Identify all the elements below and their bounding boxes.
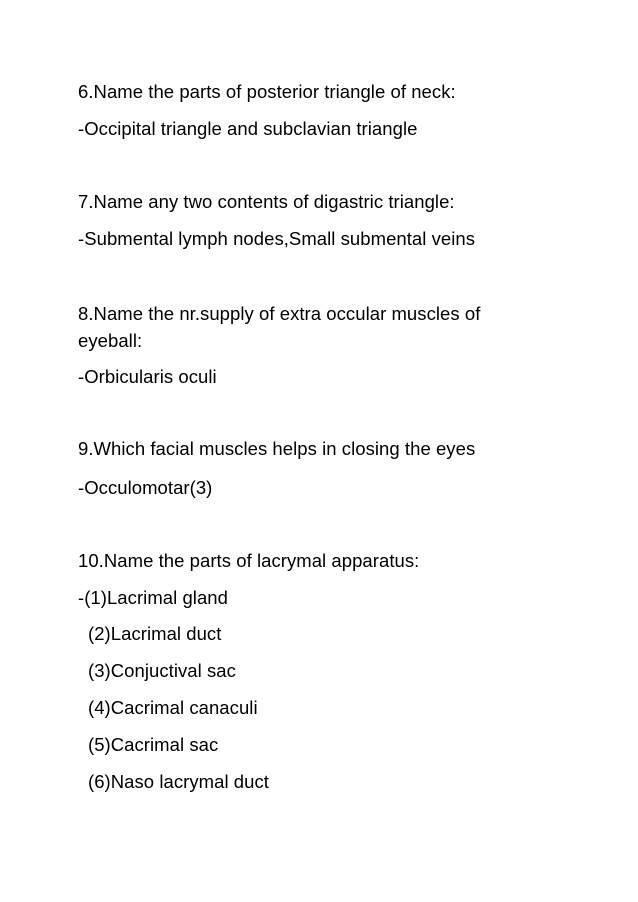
answer-8: -Orbicularis oculi	[78, 366, 217, 387]
question-9: 9.Which facial muscles helps in closing the eyes	[78, 438, 476, 459]
answer-10-item: (4)Cacrimal canaculi	[88, 697, 258, 718]
answer-6: -Occipital triangle and subclavian triangle	[78, 118, 418, 139]
question-10: 10.Name the parts of lacrymal apparatus:	[78, 550, 420, 571]
answer-10-item: (5)Cacrimal sac	[88, 734, 219, 755]
answer-9: -Occulomotar(3)	[78, 477, 213, 498]
answer-10-item: (6)Naso lacrymal duct	[88, 771, 269, 792]
question-8-line-1: 8.Name the nr.supply of extra occular muscles of	[78, 303, 481, 324]
answer-10-item: (3)Conjuctival sac	[88, 660, 236, 681]
answer-10-item: -(1)Lacrimal gland	[78, 587, 228, 608]
question-7: 7.Name any two contents of digastric triangle:	[78, 191, 455, 212]
answer-7: -Submental lymph nodes,Small submental veins	[78, 228, 476, 249]
answer-10-item: (2)Lacrimal duct	[88, 623, 222, 644]
question-6: 6.Name the parts of posterior triangle of neck:	[78, 81, 456, 102]
question-8-line-2: eyeball:	[78, 330, 143, 351]
